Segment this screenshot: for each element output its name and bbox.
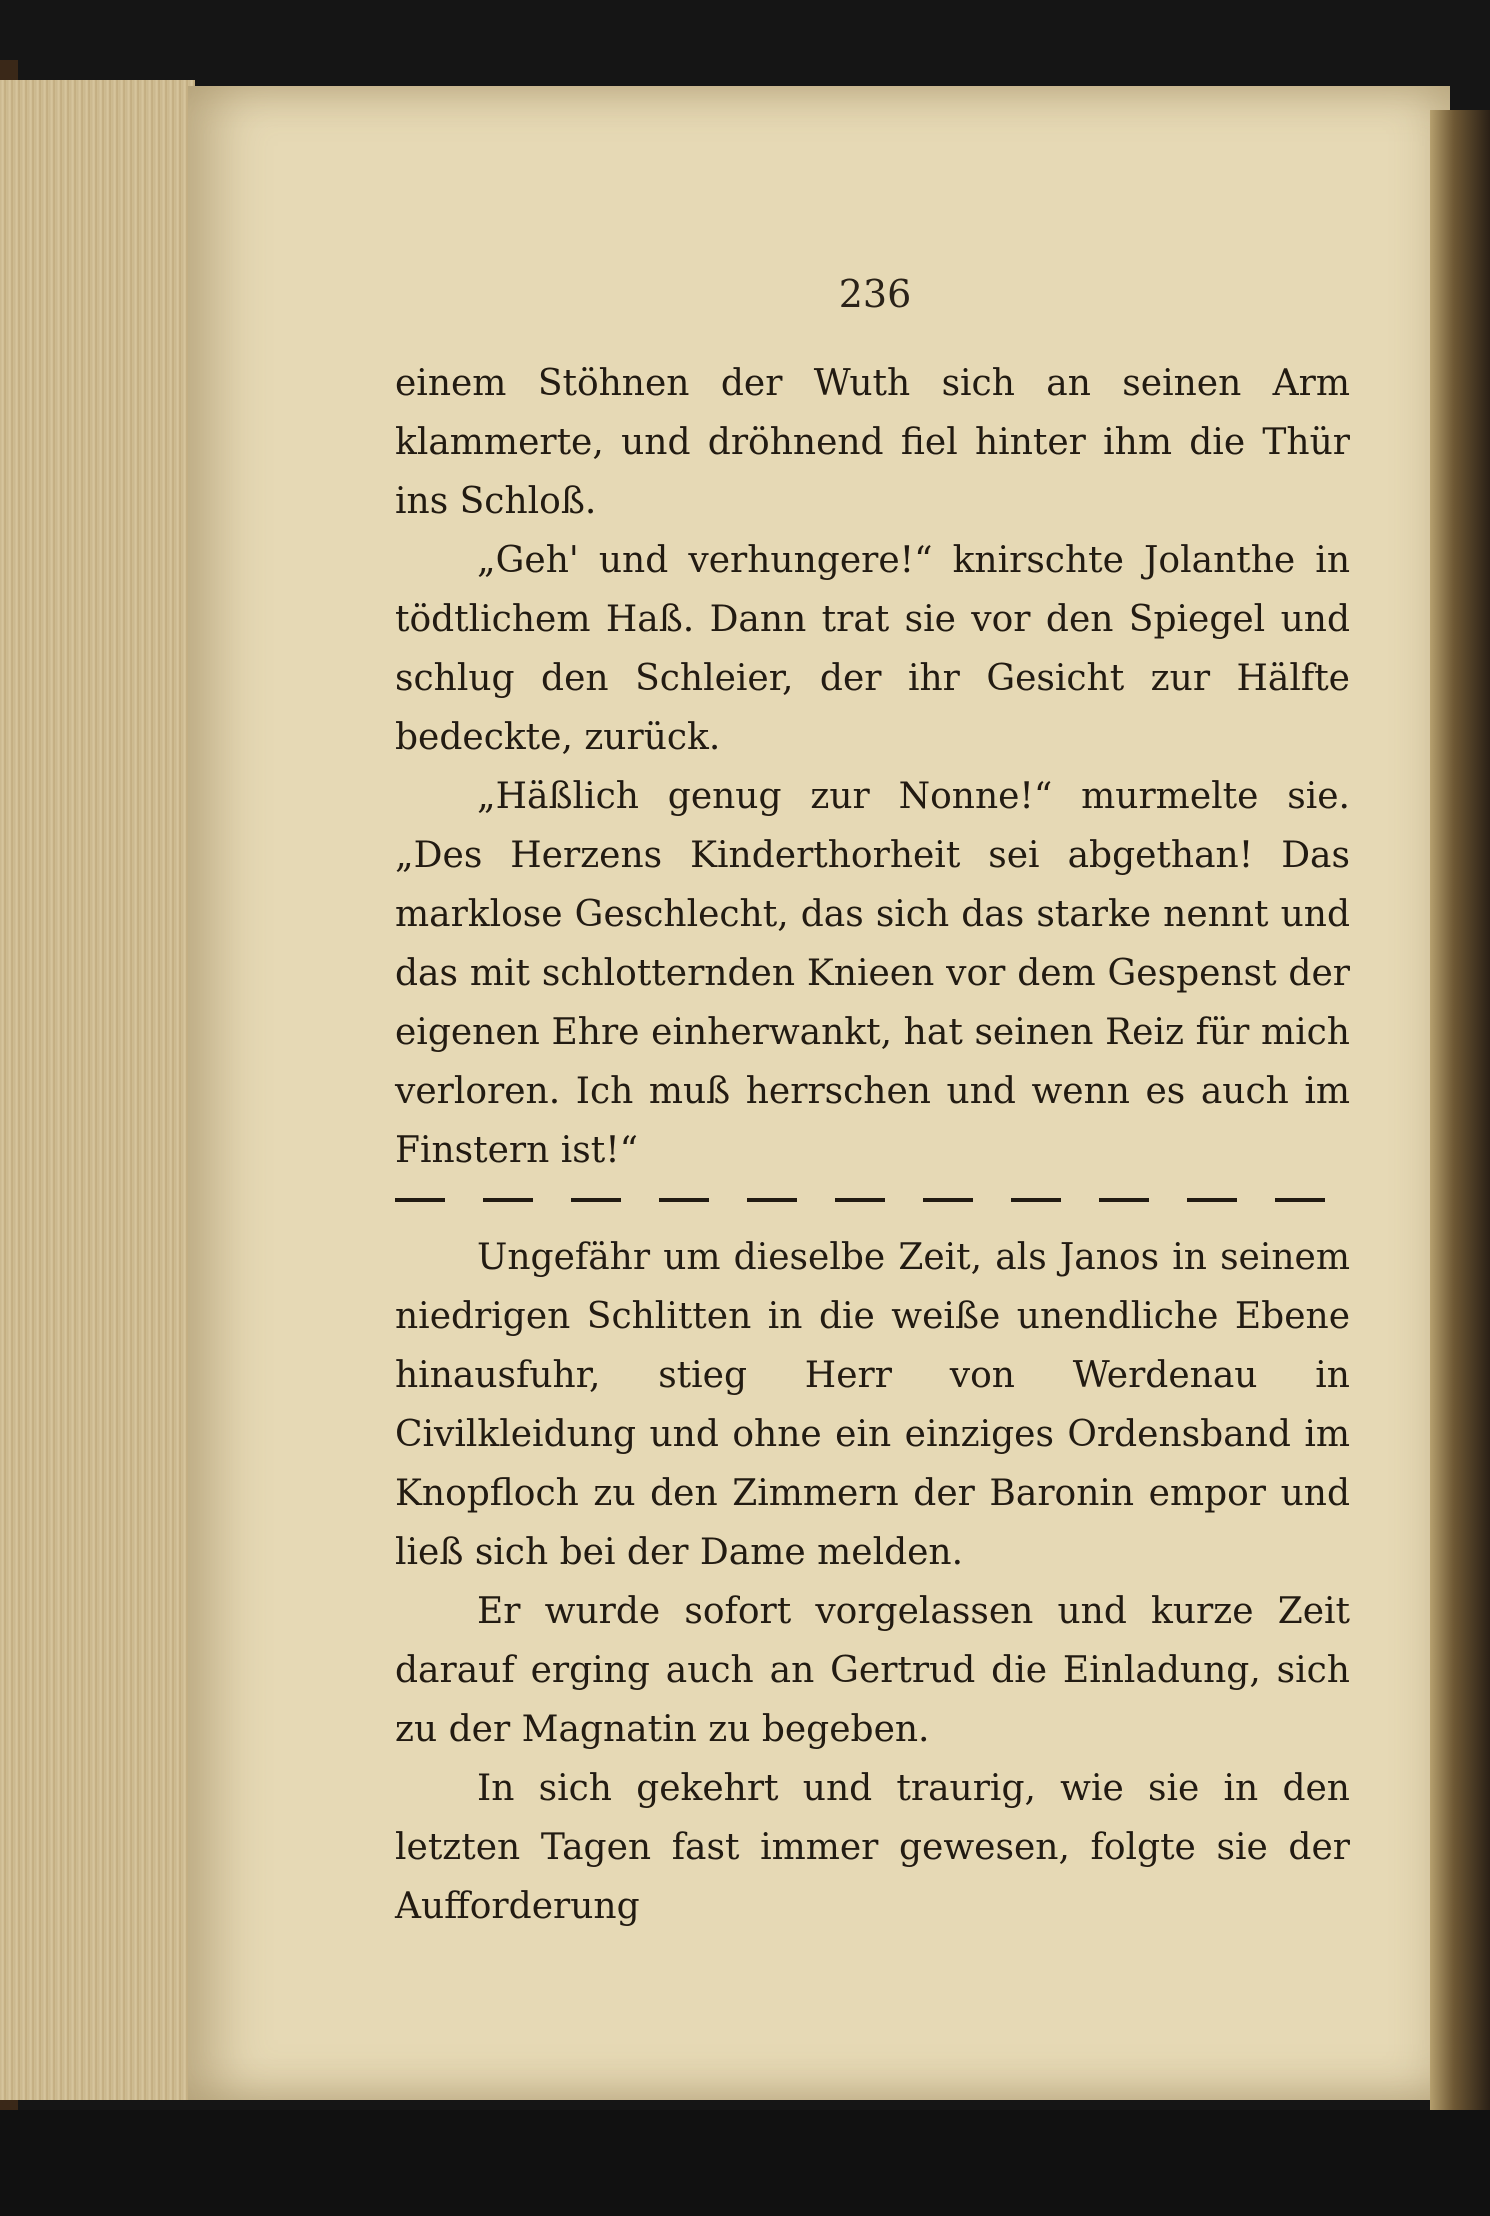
- page-number: 236: [838, 272, 912, 316]
- section-divider: [395, 1198, 1350, 1202]
- page-gutter-shadow: [1430, 110, 1490, 2110]
- paragraph-5: Er wurde sofort vorgelassen und kurze Zeit darauf erging auch an Gertrud die Einladung, sich zu der Magnatin zu begeben.: [395, 1591, 1350, 1750]
- paragraph-3: „Häßlich genug zur Nonne!“ murmelte sie. „Des Herzens Kinderthorheit sei abgethan! Das marklose Geschlecht, das sich das starke nennt und das mit schlotternden Knieen vor dem Gespenst der eigenen Ehre einherwankt, hat seinen Reiz für mich verloren. Ich muß herrschen und wenn es auch im Finstern ist!“: [395, 776, 1350, 1171]
- page-body: [395, 354, 1350, 1936]
- paragraph-4: Ungefähr um dieselbe Zeit, als Janos in seinem niedrigen Schlitten in die weiße unendliche Ebene hinausfuhr, stieg Herr von Werdenau in Civilkleidung und ohne ein einziges Ordensband im Knopfloch zu den Zimmern der Baronin empor und ließ sich bei der Dame melden.: [395, 1237, 1350, 1573]
- paragraph-6: In sich gekehrt und traurig, wie sie in den letzten Tagen fast immer gewesen, folgte sie der Aufforderung: [395, 1768, 1350, 1927]
- scan-bottom-band: [0, 2110, 1490, 2216]
- paragraph-1: einem Stöhnen der Wuth sich an seinen Arm klammerte, und dröhnend fiel hinter ihm die Thür ins Schloß.: [395, 363, 1350, 522]
- page-edge-stack: [0, 80, 195, 2100]
- paragraph-2: „Geh' und verhungere!“ knirschte Jolanthe in tödtlichem Haß. Dann trat sie vor den Spiegel und schlug den Schleier, der ihr Gesicht zur Hälfte bedeckte, zurück.: [395, 540, 1350, 758]
